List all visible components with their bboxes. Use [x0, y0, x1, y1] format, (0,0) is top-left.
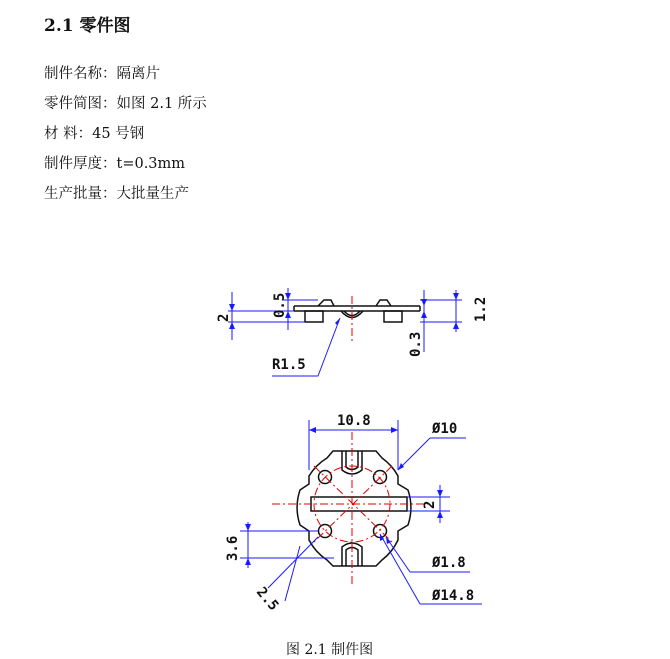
dim-side-1-2: 1.2 [473, 296, 489, 322]
dim-side-0-3: 0.3 [408, 331, 424, 357]
section-title: 2.1 零件图 [44, 16, 131, 36]
info-line-material: 材 料：45 号钢 [44, 126, 145, 142]
figure-caption: 图 2.1 制件图 [286, 642, 374, 658]
dim-side-0-5: 0.5 [272, 292, 288, 318]
dim-side-r1-5: R1.5 [272, 357, 306, 373]
dim-top-dia-1-8: Ø1.8 [432, 555, 466, 571]
dim-top-dia-10: Ø10 [432, 421, 458, 437]
dim-top-dia-14-8: Ø14.8 [432, 588, 475, 604]
info-line-batch: 生产批量：大批量生产 [44, 186, 189, 202]
dim-top-3-6: 3.6 [225, 535, 241, 561]
side-view [216, 288, 489, 376]
top-view [225, 413, 482, 614]
dim-top-2: 2 [422, 500, 438, 509]
info-line-part-name: 制件名称：隔离片 [44, 66, 160, 82]
info-line-sketch: 零件简图：如图 2.1 所示 [44, 96, 207, 112]
dim-side-2: 2 [216, 313, 232, 322]
dim-top-2-5: 2.5 [252, 584, 282, 614]
info-line-thickness: 制件厚度：t=0.3mm [44, 156, 186, 172]
dim-top-10-8: 10.8 [337, 413, 371, 429]
